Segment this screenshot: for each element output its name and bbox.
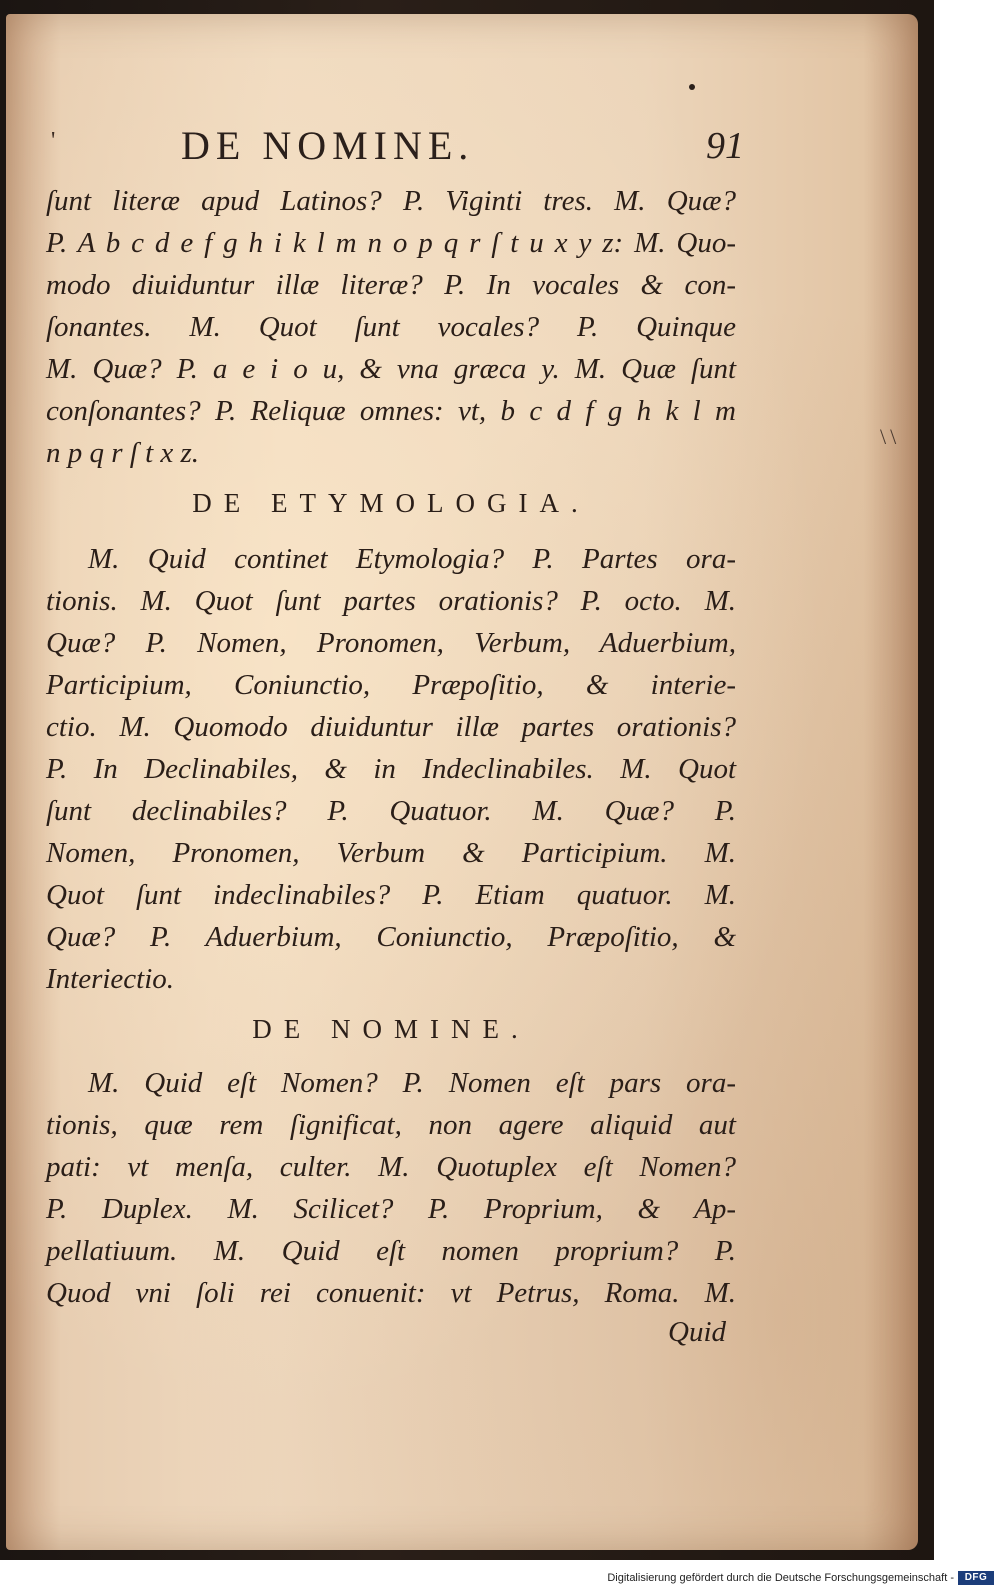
text-line: M. Quæ? P. a e i o u, & vna græca y. M. Quæ ſunt — [46, 353, 736, 385]
text-block-nomine — [46, 1062, 736, 1314]
text-line: n p q r ſ t x z. — [46, 437, 200, 469]
section-heading-etymologia: DE ETYMOLOGIA. — [192, 488, 590, 518]
running-title: DE NOMINE. — [181, 123, 475, 168]
text-line: Quæ? P. Aduerbium, Coniunctio, Præpoſitio, & — [46, 921, 736, 953]
text-line: pati: vt menſa, culter. M. Quotuplex eſt Nomen? — [46, 1151, 736, 1183]
text-line: ſunt declinabiles? P. Quatuor. M. Quæ? P. — [46, 795, 736, 827]
text-line: Quæ? P. Nomen, Pronomen, Verbum, Aduerbium, — [46, 627, 736, 659]
dfg-logo: DFG — [958, 1571, 994, 1585]
page-header — [46, 122, 756, 172]
page-number: 91 — [706, 125, 744, 167]
text-line: P. In Declinabiles, & in Indeclinabiles. M. Quot — [46, 753, 736, 785]
ink-dot — [689, 84, 695, 90]
text-line: Quot ſunt indeclinabiles? P. Etiam quatuor. M. — [46, 879, 736, 911]
book-page — [6, 14, 918, 1550]
text-line: tionis, quæ rem ſignificat, non agere aliquid aut — [46, 1109, 736, 1141]
header-mark: ' — [51, 128, 56, 154]
text-line: Nomen, Pronomen, Verbum & Participium. M. — [46, 837, 736, 869]
text-line: M. Quid eſt Nomen? P. Nomen eſt pars ora- — [88, 1067, 736, 1099]
digitization-credit: Digitalisierung gefördert durch die Deutsche Forschungsgemeinschaft - — [607, 1572, 954, 1584]
text-line: pellatiuum. M. Quid eſt nomen proprium? P. — [46, 1235, 736, 1267]
text-line: ſunt literæ apud Latinos? P. Viginti tres. M. Quæ? — [46, 185, 736, 217]
text-line: P. A b c d e f g h i k l m n o p q r ſ t u x y z: M. Quo- — [46, 227, 736, 259]
text-line: modo diuiduntur illæ literæ? P. In vocales & con- — [46, 269, 736, 301]
text-block-etymologia — [46, 538, 736, 1000]
text-line: M. Quid continet Etymologia? P. Partes ora- — [88, 543, 736, 575]
text-line: Quod vni ſoli rei conuenit: vt Petrus, Roma. M. — [46, 1277, 736, 1309]
text-block-alphabet — [46, 180, 736, 474]
text-line: tionis. M. Quot ſunt partes orationis? P. octo. M. — [46, 585, 736, 617]
text-line: ſonantes. M. Quot ſunt vocales? P. Quinque — [46, 311, 736, 343]
text-line: Participium, Coniunctio, Præpoſitio, & interie- — [46, 669, 736, 701]
text-line: ctio. M. Quomodo diuiduntur illæ partes orationis? — [46, 711, 736, 743]
text-line: Interiectio. — [46, 963, 175, 995]
catchword: Quid — [668, 1316, 726, 1348]
text-line: conſonantes? P. Reliquæ omnes: vt, b c d f g h k l m — [46, 395, 736, 427]
section-heading-nomine: DE NOMINE. — [252, 1014, 530, 1044]
margin-pencil-mark: \\ — [880, 424, 901, 449]
text-line: P. Duplex. M. Scilicet? P. Proprium, & Ap- — [46, 1193, 736, 1225]
